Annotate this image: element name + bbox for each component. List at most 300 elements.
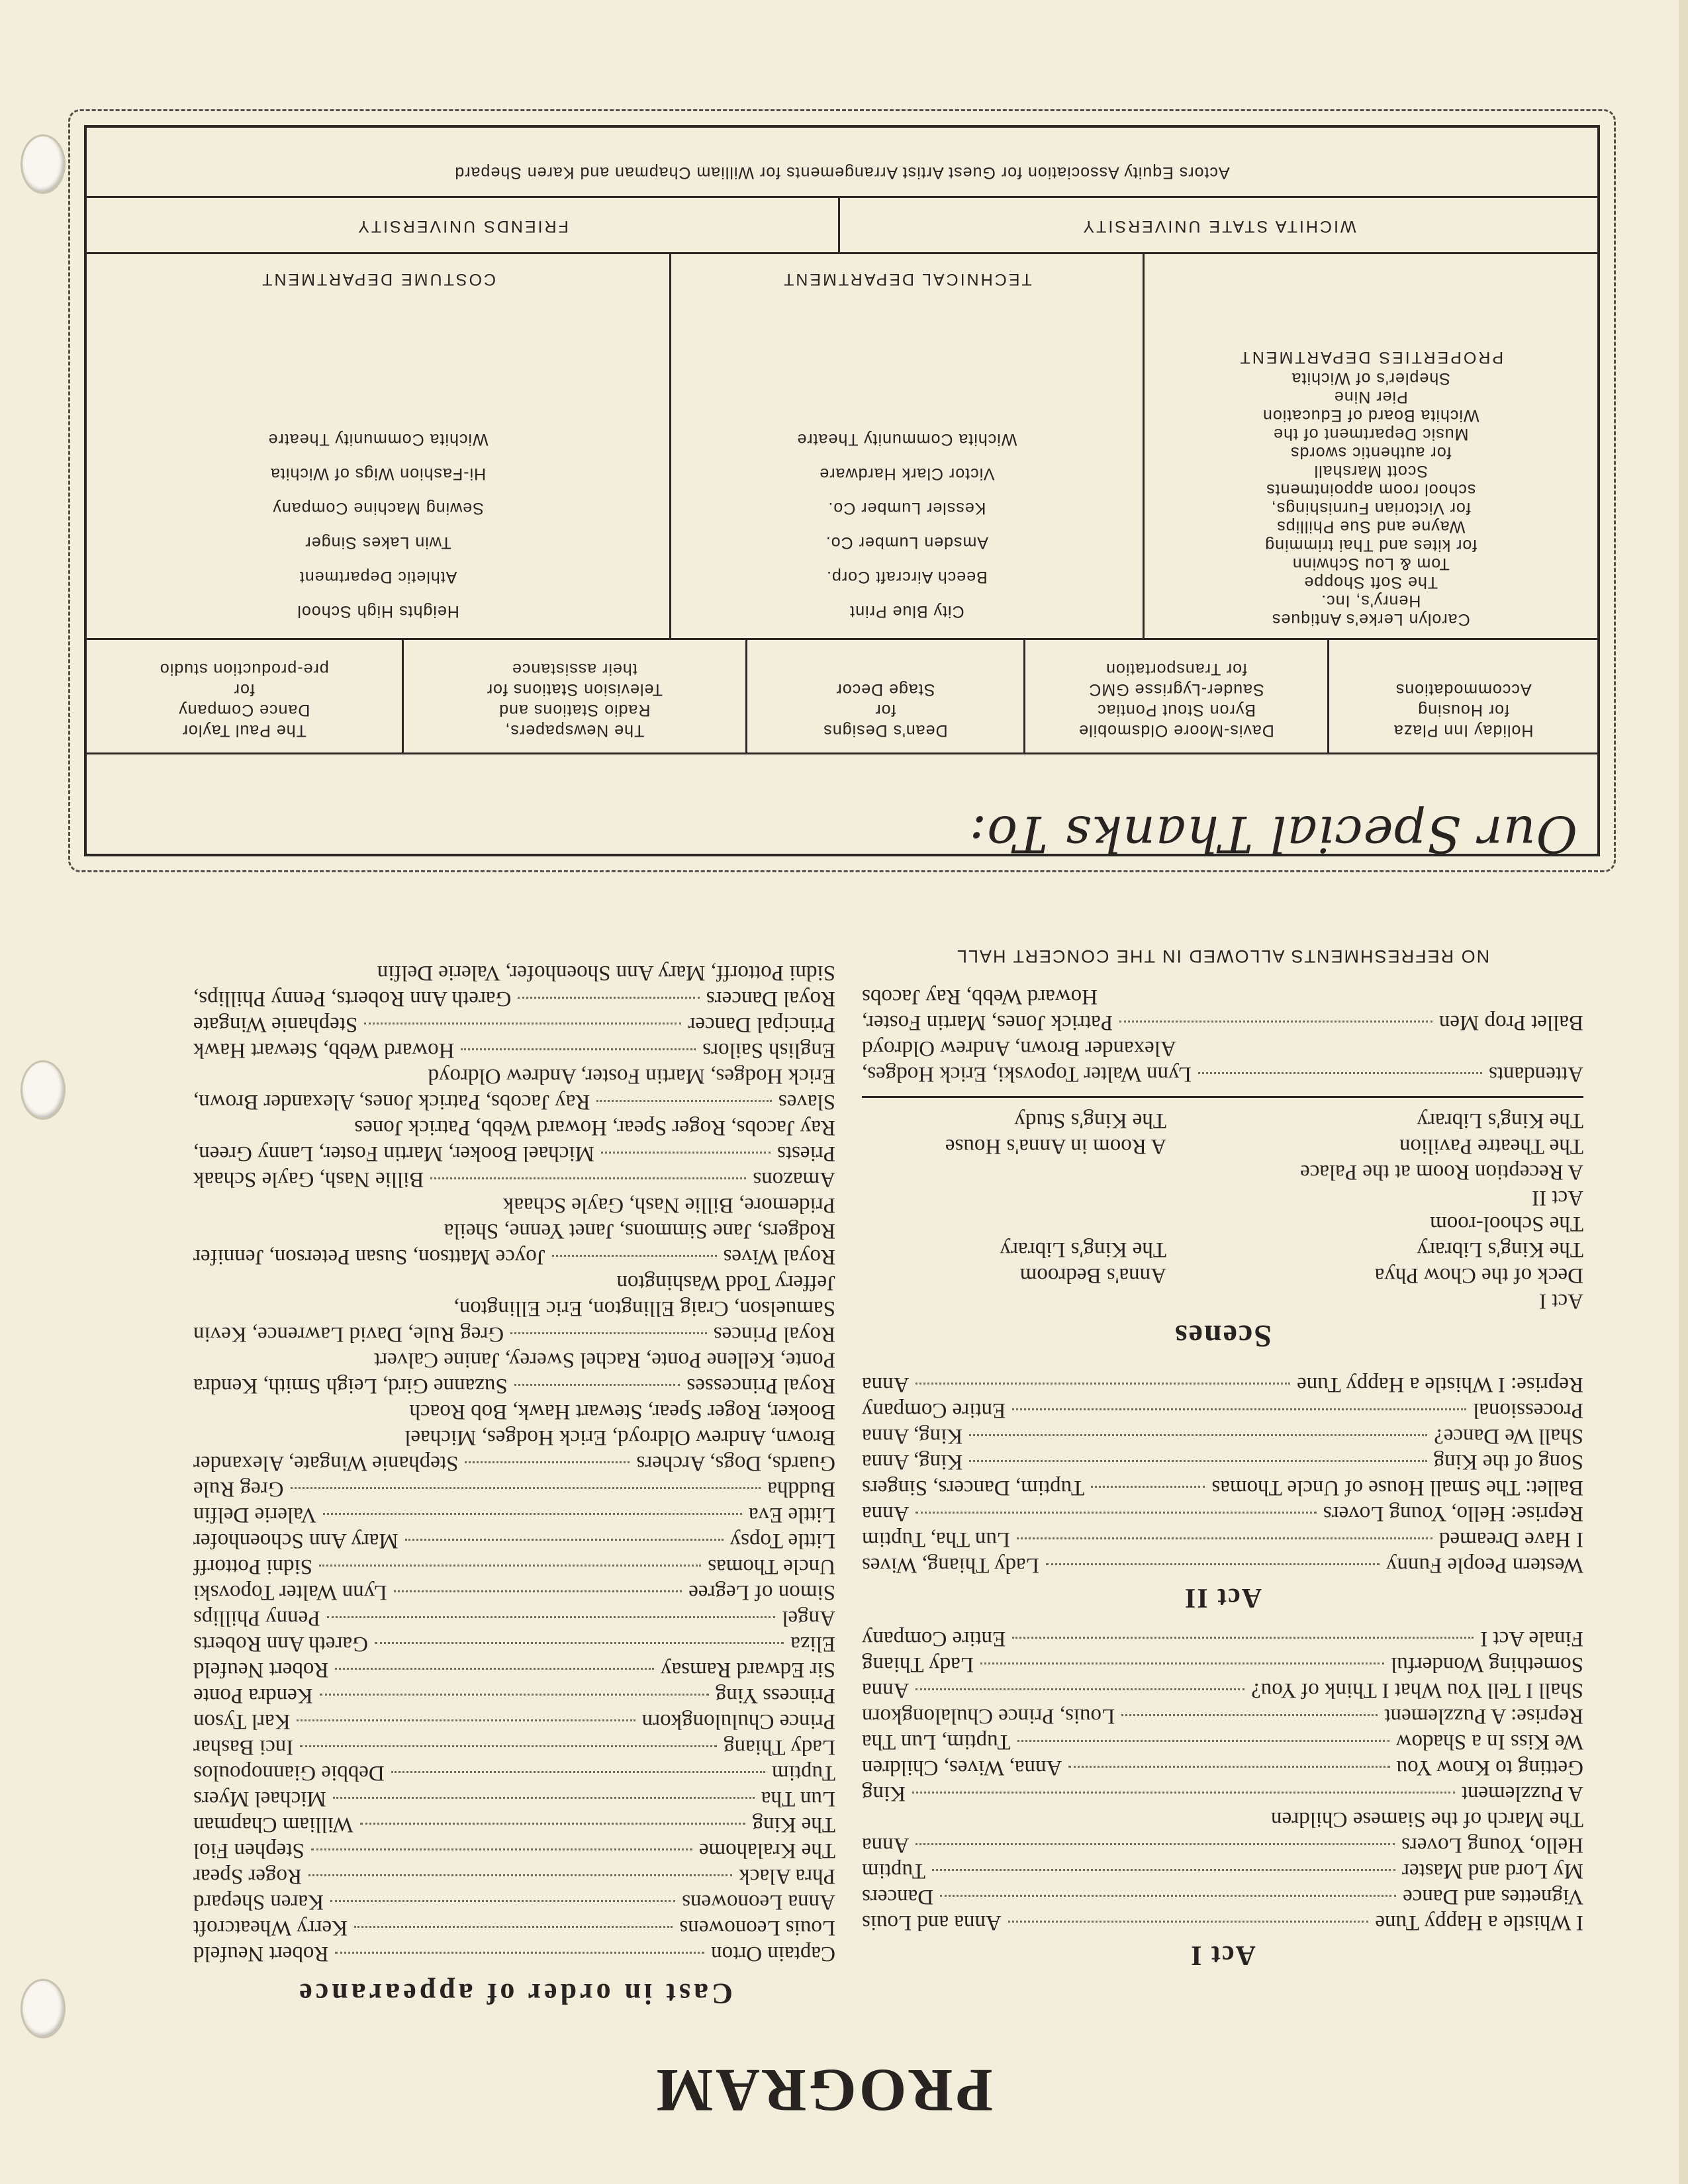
song-row — [862, 1423, 1583, 1449]
department-heading: PROPERTIES DEPARTMENT — [1238, 348, 1504, 367]
cast-row-label: Princess Ying — [715, 1684, 835, 1707]
cast-group-line: Booker, Roger Spear, Stewart Hawk, Bob Roach — [409, 1400, 835, 1424]
thanks-line: The Soft Shoppe — [1303, 573, 1438, 592]
cast-row — [193, 1682, 835, 1708]
song-row-label: Shall I Tell You What I Think of You? — [1251, 1678, 1583, 1702]
song-row-value: Lady Thiang, Wives — [862, 1553, 1039, 1577]
cast-groups — [193, 960, 835, 1476]
sponsor-line: Sauder-Lygrisse GMC — [1088, 680, 1264, 699]
cast-group — [193, 1373, 835, 1398]
song-row — [862, 1703, 1583, 1729]
song-row-label: My Lord and Master — [1401, 1859, 1583, 1883]
cast-group-value: Stephanie Wingate — [193, 1013, 358, 1036]
cast-row — [193, 1786, 835, 1811]
thanks-line: Tom & Lou Schwinn — [1291, 555, 1450, 573]
cast-row-value: Stephen Fiol — [193, 1839, 305, 1862]
dot-leader — [465, 1461, 630, 1463]
sponsor-cell — [1025, 640, 1330, 752]
sponsor-line: Byron Stout Pontiac — [1097, 701, 1256, 719]
sponsor-line: Television Stations for — [486, 680, 663, 699]
thanks-line: Henry's, Inc. — [1321, 592, 1421, 610]
special-thanks-box — [84, 125, 1600, 864]
dot-leader — [1008, 1921, 1368, 1923]
cast-row — [193, 1502, 835, 1527]
song-row-value: Lun Tha, Tuptim — [862, 1527, 1011, 1551]
cast-group-label: Guards, Dogs, Archers — [636, 1451, 835, 1475]
song-row-value: Tuptim, Dancers, Singers — [862, 1476, 1085, 1500]
dot-leader — [461, 1048, 696, 1050]
sponsor-line: Dance Company — [178, 701, 310, 719]
song-row — [862, 1754, 1583, 1780]
cast-group-value: Joyce Mattson, Susan Peterson, Jennifer — [193, 1245, 545, 1269]
scene-left: The Theatre Pavilion — [1399, 1134, 1583, 1158]
thanks-line: City Blue Print — [849, 602, 964, 621]
thanks-line: Carolyn Lerke's Antiques — [1271, 610, 1470, 629]
cast-row — [193, 1734, 835, 1760]
thanks-line: school room appointments — [1266, 480, 1476, 499]
dot-leader — [405, 1539, 724, 1541]
dot-leader — [364, 1023, 681, 1024]
song-row — [862, 1909, 1583, 1935]
cast-row-value: Robert Neufeld — [193, 1658, 329, 1682]
cast-row-value: Debbie Giannopoulos — [193, 1761, 385, 1785]
cast-group-label: Slaves — [778, 1090, 835, 1114]
cast-row-label: The Kralahome — [698, 1839, 835, 1862]
sponsor-line: pre-production studio — [159, 660, 329, 678]
dot-leader — [940, 1895, 1396, 1897]
dot-leader — [518, 997, 699, 999]
sponsor-line: Davis-Moore Oldsmobile — [1078, 721, 1274, 740]
song-row-value: Anna — [862, 1678, 910, 1702]
song-row-value: Louis, Prince Chulalongkorn — [862, 1704, 1115, 1728]
song-row — [862, 1449, 1583, 1475]
cast-row-label: Captain Orton — [711, 1942, 835, 1966]
dot-leader — [375, 1642, 784, 1644]
cast-row — [193, 1811, 835, 1837]
crew-list — [862, 983, 1583, 1087]
act1-heading: Act I — [1190, 1940, 1256, 1970]
cast-row-label: Simon of Legree — [688, 1580, 835, 1604]
crew-row — [862, 1061, 1583, 1087]
dot-leader — [1012, 1637, 1474, 1639]
sponsor-line: their assistance — [512, 660, 637, 678]
dot-leader — [327, 1616, 776, 1618]
cast-group-line: Erick Hodges, Martin Foster, Andrew Oldroyd — [428, 1064, 835, 1088]
dot-leader — [1017, 1740, 1389, 1742]
punch-hole — [21, 1060, 66, 1120]
thanks-footer: Actors Equity Association for Guest Artist Arrangements for William Chapman and Karen Shepard — [454, 163, 1230, 182]
song-row — [862, 1780, 1583, 1806]
dot-leader — [1046, 1563, 1380, 1565]
crew-row-label: Ballet Prop Men — [1438, 1011, 1583, 1034]
cast-row — [193, 1527, 835, 1553]
thanks-sponsor-row — [87, 640, 1597, 752]
cast-group — [193, 1140, 835, 1166]
dot-leader — [915, 1688, 1244, 1690]
dot-leader — [330, 1900, 675, 1902]
dot-leader — [430, 1177, 746, 1179]
cast-group-label: Priests — [776, 1142, 835, 1165]
cast-row-value: Karen Shepard — [193, 1890, 324, 1914]
song-row — [862, 1552, 1583, 1578]
dot-leader — [335, 1952, 704, 1954]
song-row-label: Reprise: Hello, Young Lovers — [1323, 1502, 1583, 1525]
dot-leader — [1012, 1408, 1466, 1410]
thanks-line: Sewing Machine Company — [272, 499, 484, 518]
dot-leader — [980, 1662, 1384, 1664]
scene-right: The King's Study — [1014, 1109, 1166, 1132]
crew-line: Alexander Brown, Andrew Oldroyd — [862, 1036, 1176, 1060]
song-row-value: Entire Company — [862, 1627, 1006, 1651]
song-row-value: Anna and Louis — [862, 1911, 1002, 1934]
divider — [87, 638, 1597, 640]
sponsor-line: The Paul Taylor — [181, 721, 306, 740]
crew-line: Howard Webb, Ray Jacobs — [862, 985, 1098, 1009]
song-row — [862, 1858, 1583, 1884]
song-row-label: Song of the King — [1433, 1450, 1583, 1474]
dot-leader — [932, 1869, 1395, 1871]
song-row-value: Anna, Wives, Children — [862, 1756, 1062, 1780]
cast-row — [193, 1760, 835, 1786]
song-row-label: I Have Dreamed — [1438, 1527, 1583, 1551]
thanks-line: Beech Aircraft Corp. — [826, 568, 988, 586]
song-row-value: Anna — [862, 1833, 910, 1857]
act2-heading: Act II — [1183, 1582, 1262, 1613]
department-heading: COSTUME DEPARTMENT — [260, 270, 496, 289]
song-row-value: Tuptim — [862, 1859, 926, 1883]
dot-leader — [1198, 1072, 1482, 1074]
cast-group-line: Samuelson, Craig Ellington, Eric Ellington, — [453, 1297, 835, 1320]
cast-row — [193, 1889, 835, 1915]
song-row-label: Reprise: I Whistle a Happy Tune — [1297, 1373, 1583, 1396]
cast-group-label: Amazons — [753, 1167, 835, 1191]
properties-department — [1145, 254, 1597, 638]
thanks-line: for authentic swords — [1289, 443, 1452, 462]
sponsor-line: for — [874, 701, 896, 719]
song-row — [862, 1500, 1583, 1526]
cast-row-value: Lynn Walter Topovski — [193, 1580, 387, 1604]
sponsor-cell — [747, 640, 1025, 752]
cast-row — [193, 1708, 835, 1734]
scenes-act2-list — [862, 1107, 1583, 1185]
cast-heading: Cast in order of appearance — [296, 1978, 733, 2010]
cast-row-label: Lady Thiang — [724, 1735, 835, 1759]
dot-leader — [912, 1792, 1455, 1794]
cast-list — [193, 1476, 835, 1966]
song-row-value: Lady Thiang — [862, 1653, 974, 1676]
cast-group-label: Royal Princesses — [686, 1374, 835, 1398]
song-row — [862, 1651, 1583, 1677]
cast-row-label: Uncle Thomas — [708, 1555, 835, 1578]
cast-group-label: Principal Dancer — [688, 1013, 835, 1036]
song-row-label: Processional — [1473, 1398, 1583, 1422]
song-row-value: King — [862, 1782, 906, 1805]
sponsor-line: Accommodations — [1395, 680, 1532, 699]
cast-group-line: Sidni Pottorff, Mary Ann Shoenhofer, Valerie Delfin — [377, 961, 835, 985]
sponsor-line: Radio Stations and — [498, 701, 651, 719]
scene-right — [862, 1159, 1166, 1185]
song-row — [862, 1677, 1583, 1703]
thanks-line: Wichita Board of Education — [1262, 406, 1479, 425]
dot-leader — [394, 1590, 682, 1592]
cast-row-value: Kendra Ponte — [193, 1684, 313, 1707]
dot-leader — [319, 1565, 701, 1567]
cast-row-value: Greg Rule — [193, 1477, 284, 1501]
dot-leader — [360, 1823, 746, 1825]
dot-leader — [552, 1255, 717, 1257]
cast-row — [193, 1863, 835, 1889]
cast-group — [193, 1166, 835, 1192]
scene-row — [862, 1210, 1583, 1236]
song-row — [862, 1884, 1583, 1909]
technical-department — [671, 254, 1144, 638]
scene-row — [862, 1159, 1583, 1185]
cast-group-value: Gareth Ann Roberts, Penny Phillips, — [193, 987, 512, 1011]
cast-row-value: Michael Myers — [193, 1787, 326, 1811]
thanks-line: Hi-Fashion Wigs of Wichita — [270, 465, 487, 483]
crew-row-value: Patrick Jones, Martin Foster, — [862, 1011, 1113, 1034]
dot-leader — [335, 1668, 654, 1670]
song-row: The March of the Siamese Children — [1271, 1807, 1583, 1831]
thanks-line: Pier Nine — [1333, 388, 1408, 406]
cast-row-value: Valerie Delfin — [193, 1503, 316, 1527]
divider — [87, 752, 1597, 754]
song-row-value: King, Anna — [862, 1450, 963, 1474]
cast-row-value: Gareth Ann Roberts — [193, 1632, 368, 1656]
song-row-value: Tuptim, Lun Tha — [862, 1730, 1011, 1754]
cast-group-value: Michael Booker, Martin Foster, Lanny Green, — [193, 1142, 594, 1165]
scenes-act1-label: Act I — [1539, 1289, 1583, 1313]
divider — [862, 1096, 1583, 1098]
cast-group — [193, 1321, 835, 1347]
cast-group-label: English Sailors — [702, 1038, 835, 1062]
dot-leader — [1121, 1714, 1378, 1716]
song-row-label: Western People Funny — [1386, 1553, 1583, 1577]
dot-leader — [291, 1487, 761, 1489]
sponsor-line: Stage Decor — [835, 680, 935, 699]
scene-left: The King's Library — [1417, 1109, 1583, 1132]
sponsor-line: for Housing — [1417, 701, 1510, 719]
song-row-value: Anna — [862, 1373, 910, 1396]
cast-row-value: Sidni Pottorff — [193, 1555, 313, 1578]
song-row-label: We Kiss In a Shadow — [1395, 1730, 1583, 1754]
cast-group-value: Suzanne Gird, Leigh Smith, Kendra — [193, 1374, 508, 1398]
cast-row-value: Inci Bashar — [193, 1735, 294, 1759]
dot-leader — [297, 1719, 635, 1721]
song-row-label: A Puzzlement — [1461, 1782, 1583, 1805]
sponsor-line: Holiday Inn Plaza — [1393, 721, 1534, 740]
thanks-line: for kites and Thai trimming — [1264, 536, 1477, 555]
song-row — [862, 1397, 1583, 1423]
dot-leader — [333, 1797, 755, 1799]
cast-row-label: Buddha — [767, 1477, 835, 1501]
cast-row-label: Prince Chululongkorn — [641, 1709, 835, 1733]
cast-row-label: Little Eva — [748, 1503, 835, 1527]
sponsor-cell — [87, 640, 404, 752]
dot-leader — [391, 1771, 765, 1773]
cast-group-line: Brown, Andrew Oldroyd, Erick Hodges, Michael — [404, 1426, 835, 1449]
scene-left: A Reception Room at the Palace — [1300, 1160, 1583, 1184]
dot-leader — [311, 1848, 692, 1850]
song-row-value: Entire Company — [862, 1398, 1006, 1422]
crew-row-value: Lynn Walter Topovski, Erick Hodges, — [862, 1062, 1192, 1086]
thanks-line: Scott Marshall — [1313, 462, 1428, 480]
cast-row — [193, 1476, 835, 1502]
cast-group-value: Greg Rule, David Lawrence, Kevin — [193, 1322, 504, 1346]
thanks-line: Wichita Community Theatre — [267, 430, 489, 449]
cast-row — [193, 1837, 835, 1863]
sponsor-line: The Newspapers, — [504, 721, 645, 740]
thanks-line: Wayne and Sue Phillips — [1276, 518, 1466, 536]
dot-leader — [596, 1100, 771, 1102]
song-row-value: Anna — [862, 1502, 910, 1525]
scene-row — [862, 1133, 1583, 1159]
song-row-label: Something Wonderful — [1391, 1653, 1583, 1676]
cast-row — [193, 1605, 835, 1631]
scenes-heading: Scenes — [1174, 1318, 1272, 1353]
thanks-line: Amsden Lumber Co. — [825, 533, 989, 552]
cast-row-value: Robert Neufeld — [193, 1942, 329, 1966]
song-row-value: Dancers — [862, 1885, 934, 1909]
scenes-act2-label: Act II — [1532, 1186, 1583, 1210]
cast-row-value: Roger Spear — [193, 1864, 303, 1888]
dot-leader — [308, 1874, 732, 1876]
dot-leader — [323, 1513, 742, 1515]
cast-group — [193, 1011, 835, 1037]
cast-group-label: Royal Dancers — [706, 987, 835, 1011]
dot-leader — [1119, 1021, 1432, 1023]
cast-group — [193, 1450, 835, 1476]
dot-leader — [915, 1512, 1316, 1514]
dot-leader — [1017, 1537, 1432, 1539]
thanks-line: Heights High School — [297, 602, 459, 621]
scene-right: Anna's Bedroom — [1019, 1263, 1166, 1287]
cast-row-value: William Chapman — [193, 1813, 353, 1837]
dot-leader — [915, 1843, 1395, 1845]
cast-row-label: The King — [752, 1813, 835, 1837]
song-row-label: Ballet: The Small House of Uncle Thomas — [1211, 1476, 1583, 1500]
dot-leader — [601, 1152, 771, 1154]
sponsor-line: for Transportation — [1105, 660, 1248, 678]
dot-leader — [320, 1694, 709, 1696]
cast-row — [193, 1940, 835, 1966]
song-row-label: I Whistle a Happy Tune — [1375, 1911, 1583, 1934]
cast-row — [193, 1657, 835, 1682]
refreshment-notice: NO REFRESHMENTS ALLOWED IN THE CONCERT HALL — [955, 946, 1490, 966]
cast-group-line: Ray Jacobs, Roger Spear, Howard Webb, Patrick Jones — [354, 1116, 835, 1140]
thanks-line: Shepler's of Wichita — [1291, 369, 1450, 388]
song-row — [862, 1729, 1583, 1754]
university-name: WICHITA STATE UNIVERSITY — [1081, 217, 1356, 236]
song-row-label: Getting to Know You — [1396, 1756, 1583, 1780]
song-row — [862, 1475, 1583, 1500]
song-row — [862, 1371, 1583, 1397]
cast-row — [193, 1579, 835, 1605]
dot-leader — [969, 1434, 1427, 1436]
punch-hole — [21, 134, 66, 194]
cast-row-value: Kerry Wheatcroft — [193, 1916, 348, 1940]
university-name: FRIENDS UNIVERSITY — [87, 198, 840, 252]
cast-row-label: Tuptim — [771, 1761, 835, 1785]
cast-group — [193, 1089, 835, 1115]
dot-leader — [1068, 1766, 1389, 1768]
program-column — [862, 946, 1583, 1971]
cast-group-label: Royal Princes — [713, 1322, 835, 1346]
cast-group-value: Ray Jacobs, Patrick Jones, Alexander Brown, — [193, 1090, 590, 1114]
thanks-line: Twin Lakes Singer — [305, 533, 451, 552]
punch-hole — [21, 1979, 66, 2038]
scene-left: The King's Library — [1417, 1238, 1583, 1261]
scene-right — [862, 1210, 1166, 1236]
song-row-label: Hello, Young Lovers — [1401, 1833, 1583, 1857]
divider — [87, 196, 1597, 198]
song-row — [862, 1625, 1583, 1651]
cast-group-value: Billie Nash, Gayle Schaak — [193, 1167, 424, 1191]
scene-row — [862, 1236, 1583, 1262]
cast-group-label: Royal Wives — [723, 1245, 835, 1269]
cast-column — [193, 960, 835, 2011]
song-row-label: Shall We Dance? — [1434, 1424, 1583, 1448]
crew-row — [862, 1009, 1583, 1035]
scene-right: A Room in Anna's House — [945, 1134, 1166, 1158]
cast-row-label: Anna Leonowens — [682, 1890, 835, 1914]
sponsor-cell — [404, 640, 748, 752]
divider — [87, 252, 1597, 254]
cast-group-line: Jeffery Todd Washington — [616, 1271, 835, 1295]
song-row-label: Reprise: A Puzzlement — [1384, 1704, 1583, 1728]
cast-row — [193, 1915, 835, 1940]
scene-left: Deck of the Chow Phya — [1374, 1263, 1583, 1287]
song-row — [862, 1832, 1583, 1858]
cast-group-line: Rodgers, Jane Simmons, Janet Yenne, Sheila — [444, 1219, 835, 1243]
song-row-value: King, Anna — [862, 1424, 963, 1448]
thanks-line: Kessler Lumber Co. — [827, 499, 986, 518]
sponsor-cell — [1329, 640, 1597, 752]
cast-group — [193, 985, 835, 1011]
cast-group-value: Stephanie Wingate, Alexander — [193, 1451, 459, 1475]
dot-leader — [1091, 1486, 1205, 1488]
cast-row-value: Karl Tyson — [193, 1709, 291, 1733]
cast-row-label: Eliza — [790, 1632, 835, 1656]
dot-leader — [300, 1745, 717, 1747]
thanks-line: Wichita Community Theatre — [796, 430, 1017, 449]
scene-right: The King's Library — [1000, 1238, 1166, 1261]
song-row — [862, 1526, 1583, 1552]
cast-row — [193, 1553, 835, 1579]
cast-row-label: Sir Edward Ramsay — [661, 1658, 835, 1682]
thanks-line: Victor Clark Hardware — [819, 465, 995, 483]
cast-row — [193, 1631, 835, 1657]
cast-row-label: Louis Leonowens — [679, 1916, 835, 1940]
cast-row-value: Penny Phillips — [193, 1606, 320, 1630]
scene-row — [862, 1107, 1583, 1133]
sponsor-line: for — [233, 680, 255, 699]
dot-leader — [915, 1383, 1290, 1385]
cast-group — [193, 1037, 835, 1063]
cast-row-label: Phra Alack — [739, 1864, 835, 1888]
sponsor-line: Dean's Designs — [823, 721, 948, 740]
thanks-line: for Victorian Furnishings, — [1270, 499, 1471, 518]
song-row-label: Finale Act I — [1480, 1627, 1583, 1651]
thanks-line: Athletic Department — [299, 568, 457, 586]
thanks-heading: Our Special Thanks To: — [968, 805, 1577, 864]
song-row-label: Vignettes and Dance — [1403, 1885, 1583, 1909]
scene-left: The School-room — [1430, 1212, 1583, 1236]
act1-song-list — [862, 1625, 1583, 1935]
dot-leader — [354, 1926, 673, 1928]
act2-song-list — [862, 1371, 1583, 1578]
cast-row-label: Angel — [782, 1606, 835, 1630]
